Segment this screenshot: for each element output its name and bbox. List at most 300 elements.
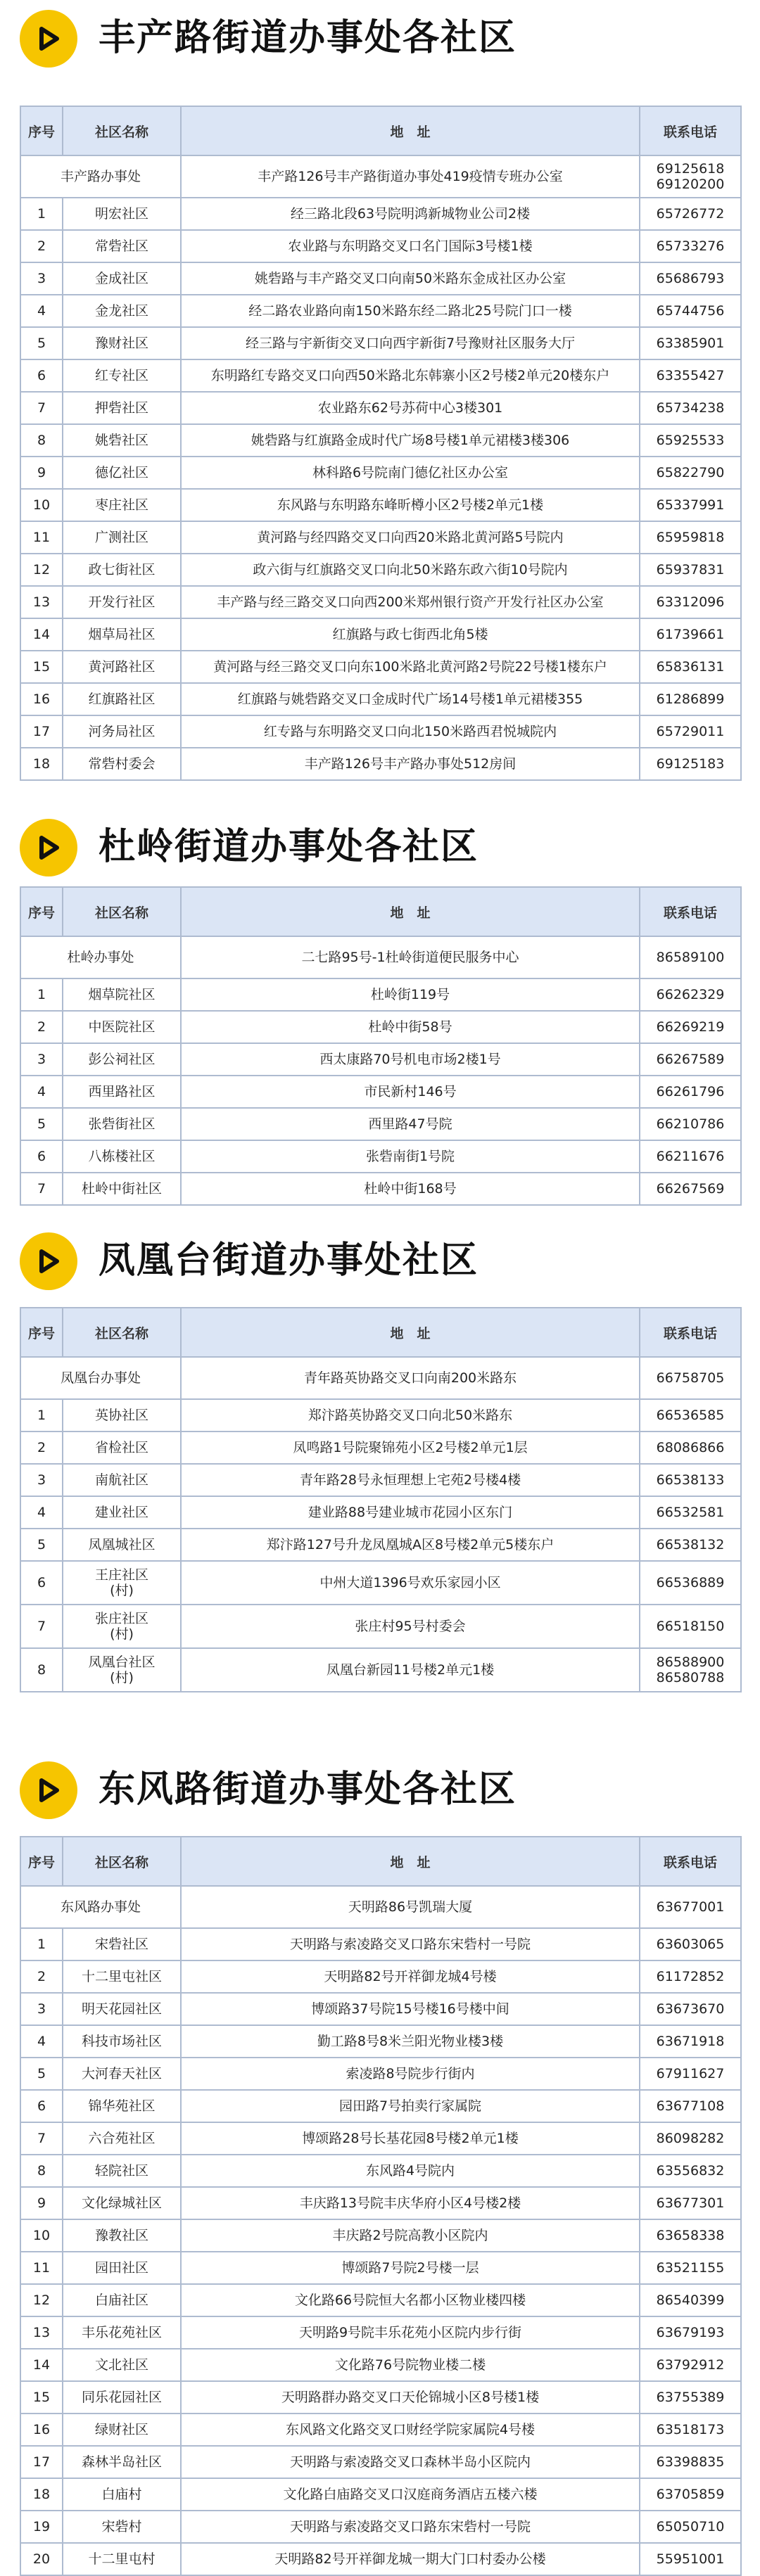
community-phone: 63673670: [640, 1993, 741, 2025]
community-phone: 63603065: [640, 1928, 741, 1960]
table-row: [20, 457, 741, 489]
community-phone: 86098282: [640, 2122, 741, 2155]
play-icon: [20, 1232, 77, 1290]
table-row: [20, 424, 741, 457]
community-phone: 63792912: [640, 2349, 741, 2381]
community-phone: 63521155: [640, 2252, 741, 2284]
community-phone: 66267589: [640, 1043, 741, 1076]
row-number: 18: [20, 2478, 63, 2511]
community-name: 红旗路社区: [63, 683, 181, 715]
table-row: [20, 1561, 741, 1605]
play-icon: [20, 819, 77, 876]
community-name: 中医院社区: [63, 1011, 181, 1043]
row-number: 2: [20, 230, 63, 262]
section-title: 凤凰台街道办事处社区: [99, 1239, 479, 1282]
community-name: 张砦街社区: [63, 1108, 181, 1140]
community-name: 建业社区: [63, 1496, 181, 1529]
table-row: [20, 978, 741, 1011]
community-name: 烟草院社区: [63, 978, 181, 1011]
community-table: [20, 1836, 742, 2576]
col-header-name: 社区名称: [63, 887, 181, 936]
community-address: 农业路与东明路交叉口名门国际3号楼1楼: [181, 230, 640, 262]
community-table: [20, 886, 742, 1206]
row-number: 10: [20, 2219, 63, 2252]
play-icon: [20, 10, 77, 68]
community-address: 凤鸣路1号院聚锦苑小区2号楼2单元1层: [181, 1432, 640, 1464]
community-address: 丰产路126号丰产路办事处512房间: [181, 748, 640, 780]
row-number: 19: [20, 2511, 63, 2543]
community-address: 经三路北段63号院明鸿新城物业公司2楼: [181, 198, 640, 230]
table-row: [20, 1960, 741, 1993]
community-phone: 66269219: [640, 1011, 741, 1043]
row-number: 3: [20, 1464, 63, 1496]
community-name: 豫教社区: [63, 2219, 181, 2252]
table-row: [20, 618, 741, 651]
row-number: 18: [20, 748, 63, 780]
office-name: 东风路办事处: [20, 1886, 181, 1928]
community-name: 姚砦社区: [63, 424, 181, 457]
office-row: [20, 1886, 741, 1928]
community-phone: 66267569: [640, 1173, 741, 1205]
community-name: 英协社区: [63, 1399, 181, 1432]
community-address: 杜岭街119号: [181, 978, 640, 1011]
table-row: [20, 1432, 741, 1464]
community-name: 森林半岛社区: [63, 2446, 181, 2478]
office-row: [20, 155, 741, 198]
community-address: 市民新村146号: [181, 1076, 640, 1108]
community-phone: 63755389: [640, 2381, 741, 2414]
section-title: 东风路街道办事处各社区: [99, 1768, 517, 1811]
row-number: 5: [20, 2058, 63, 2090]
row-number: 8: [20, 1648, 63, 1692]
community-name: 宋砦村: [63, 2511, 181, 2543]
community-name: 十二里屯村: [63, 2543, 181, 2575]
col-header-name: 社区名称: [63, 1308, 181, 1357]
section: [0, 1223, 760, 1685]
table-row: [20, 1076, 741, 1108]
community-name: 明天花园社区: [63, 1993, 181, 2025]
community-address: 政六街与红旗路交叉口向北50米路东政六街10号院内: [181, 554, 640, 586]
community-phone: 66262329: [640, 978, 741, 1011]
table-row: [20, 1399, 741, 1432]
community-phone: 69125183: [640, 748, 741, 780]
community-address: 林科路6号院南门德亿社区办公室: [181, 457, 640, 489]
table-row: [20, 2381, 741, 2414]
section: [0, 0, 760, 772]
community-phone: 63556832: [640, 2155, 741, 2187]
play-icon: [20, 1761, 77, 1819]
row-number: 3: [20, 1993, 63, 2025]
community-address: 经三路与宇新街交叉口向西宇新街7号豫财社区服务大厅: [181, 327, 640, 359]
row-number: 12: [20, 2284, 63, 2316]
col-header-name: 社区名称: [63, 106, 181, 155]
community-name: 烟草局社区: [63, 618, 181, 651]
community-phone: 61286899: [640, 683, 741, 715]
community-name: 凤凰台社区 (村): [63, 1648, 181, 1692]
row-number: 14: [20, 2349, 63, 2381]
office-phone: 66758705: [640, 1357, 741, 1399]
community-address: 文化路66号院恒大名都小区物业楼四楼: [181, 2284, 640, 2316]
col-header-no: 序号: [20, 1308, 63, 1357]
table-row: [20, 2478, 741, 2511]
community-phone: 66532581: [640, 1496, 741, 1529]
community-address: 园田路7号拍卖行家属院: [181, 2090, 640, 2122]
community-phone: 65822790: [640, 457, 741, 489]
table-row: [20, 2543, 741, 2575]
table-row: [20, 1496, 741, 1529]
community-address: 张庄村95号村委会: [181, 1605, 640, 1648]
row-number: 14: [20, 618, 63, 651]
row-number: 4: [20, 295, 63, 327]
table-row: [20, 2252, 741, 2284]
community-name: 常砦村委会: [63, 748, 181, 780]
community-address: 西里路47号院: [181, 1108, 640, 1140]
community-address: 农业路东62号苏荷中心3楼301: [181, 392, 640, 424]
community-address: 张砦南街1号院: [181, 1140, 640, 1173]
community-phone: 63671918: [640, 2025, 741, 2058]
row-number: 17: [20, 715, 63, 748]
table-row: [20, 1648, 741, 1692]
row-number: 16: [20, 683, 63, 715]
community-name: 丰乐花苑社区: [63, 2316, 181, 2349]
community-name: 白庙村: [63, 2478, 181, 2511]
community-name: 开发行社区: [63, 586, 181, 618]
table-row: [20, 2219, 741, 2252]
community-phone: 65050710: [640, 2511, 741, 2543]
row-number: 1: [20, 1399, 63, 1432]
table-row: [20, 2349, 741, 2381]
table-row: [20, 2511, 741, 2543]
community-phone: 63518173: [640, 2414, 741, 2446]
community-address: 中州大道1396号欢乐家园小区: [181, 1561, 640, 1605]
col-header-phone: 联系电话: [640, 106, 741, 155]
community-address: 东风路4号院内: [181, 2155, 640, 2187]
row-number: 15: [20, 2381, 63, 2414]
table-row: [20, 392, 741, 424]
col-header-address: 地 址: [181, 1308, 640, 1357]
community-phone: 65729011: [640, 715, 741, 748]
community-phone: 86588900 86580788: [640, 1648, 741, 1692]
community-phone: 65337991: [640, 489, 741, 521]
office-name: 凤凰台办事处: [20, 1357, 181, 1399]
row-number: 13: [20, 2316, 63, 2349]
table-header-row: [20, 106, 741, 155]
community-phone: 66210786: [640, 1108, 741, 1140]
office-address: 丰产路126号丰产路街道办事处419疫情专班办公室: [181, 155, 640, 198]
community-phone: 63677301: [640, 2187, 741, 2219]
community-address: 勤工路8号8米兰阳光物业楼3楼: [181, 2025, 640, 2058]
col-header-no: 序号: [20, 887, 63, 936]
community-name: 红专社区: [63, 359, 181, 392]
community-name: 锦华苑社区: [63, 2090, 181, 2122]
community-phone: 55951001: [640, 2543, 741, 2575]
row-number: 8: [20, 2155, 63, 2187]
community-name: 政七街社区: [63, 554, 181, 586]
table-row: [20, 1464, 741, 1496]
community-name: 六合苑社区: [63, 2122, 181, 2155]
community-phone: 61739661: [640, 618, 741, 651]
community-phone: 66538132: [640, 1529, 741, 1561]
community-address: 丰产路与经三路交叉口向西200米郑州银行资产开发行社区办公室: [181, 586, 640, 618]
community-name: 豫财社区: [63, 327, 181, 359]
community-address: 天明路与索凌路交叉口森林半岛小区院内: [181, 2446, 640, 2478]
table-row: [20, 2446, 741, 2478]
row-number: 20: [20, 2543, 63, 2575]
community-phone: 63658338: [640, 2219, 741, 2252]
community-name: 文化绿城社区: [63, 2187, 181, 2219]
office-address: 二七路95号-1杜岭街道便民服务中心: [181, 936, 640, 978]
table-row: [20, 1108, 741, 1140]
community-address: 黄河路与经四路交叉口向西20米路北黄河路5号院内: [181, 521, 640, 554]
row-number: 17: [20, 2446, 63, 2478]
table-row: [20, 1011, 741, 1043]
row-number: 7: [20, 1173, 63, 1205]
row-number: 12: [20, 554, 63, 586]
community-name: 明宏社区: [63, 198, 181, 230]
office-address: 青年路英协路交叉口向南200米路东: [181, 1357, 640, 1399]
community-address: 博颂路37号院15号楼16号楼中间: [181, 1993, 640, 2025]
table-header-row: [20, 887, 741, 936]
table-row: [20, 1993, 741, 2025]
table-row: [20, 359, 741, 392]
table-row: [20, 230, 741, 262]
community-name: 河务局社区: [63, 715, 181, 748]
community-address: 天明路与索凌路交叉口路东宋砦村一号院: [181, 1928, 640, 1960]
row-number: 9: [20, 457, 63, 489]
section-header: [0, 1223, 760, 1293]
row-number: 6: [20, 1140, 63, 1173]
section-title: 丰产路街道办事处各社区: [99, 17, 517, 59]
community-name: 八栋楼社区: [63, 1140, 181, 1173]
community-phone: 65744756: [640, 295, 741, 327]
community-table: [20, 106, 742, 781]
table-header-row: [20, 1837, 741, 1886]
row-number: 16: [20, 2414, 63, 2446]
row-number: 7: [20, 2122, 63, 2155]
community-address: 天明路群办路交叉口天伦锦城小区8号楼1楼: [181, 2381, 640, 2414]
community-address: 丰庆路13号院丰庆华府小区4号楼2楼: [181, 2187, 640, 2219]
community-phone: 63705859: [640, 2478, 741, 2511]
row-number: 3: [20, 262, 63, 295]
row-number: 6: [20, 2090, 63, 2122]
table-row: [20, 554, 741, 586]
row-number: 2: [20, 1011, 63, 1043]
community-name: 省检社区: [63, 1432, 181, 1464]
row-number: 5: [20, 327, 63, 359]
table-row: [20, 1173, 741, 1205]
community-phone: 66536585: [640, 1399, 741, 1432]
community-phone: 86540399: [640, 2284, 741, 2316]
community-name: 德亿社区: [63, 457, 181, 489]
table-row: [20, 1140, 741, 1173]
col-header-address: 地 址: [181, 887, 640, 936]
community-address: 青年路28号永恒理想上宅苑2号楼4楼: [181, 1464, 640, 1496]
row-number: 11: [20, 521, 63, 554]
section-header: [0, 0, 760, 70]
community-address: 天明路与索凌路交叉口路东宋砦村一号院: [181, 2511, 640, 2543]
community-name: 常砦社区: [63, 230, 181, 262]
col-header-address: 地 址: [181, 1837, 640, 1886]
office-address: 天明路86号凯瑞大厦: [181, 1886, 640, 1928]
community-name: 十二里屯社区: [63, 1960, 181, 1993]
table-row: [20, 586, 741, 618]
community-name: 大河春天社区: [63, 2058, 181, 2090]
community-name: 枣庄社区: [63, 489, 181, 521]
community-address: 东明路红专路交叉口向西50米路北东韩寨小区2号楼2单元20楼东户: [181, 359, 640, 392]
community-phone: 65734238: [640, 392, 741, 424]
table-row: [20, 1043, 741, 1076]
table-row: [20, 2284, 741, 2316]
col-header-address: 地 址: [181, 106, 640, 155]
community-address: 博颂路7号院2号楼一层: [181, 2252, 640, 2284]
community-address: 杜岭中街58号: [181, 1011, 640, 1043]
community-address: 红旗路与姚砦路交叉口金成时代广场14号楼1单元裙楼355: [181, 683, 640, 715]
office-name: 杜岭办事处: [20, 936, 181, 978]
community-phone: 65733276: [640, 230, 741, 262]
community-phone: 63312096: [640, 586, 741, 618]
office-phone: 69125618 69120200: [640, 155, 741, 198]
community-address: 文化路76号院物业楼二楼: [181, 2349, 640, 2381]
community-phone: 65925533: [640, 424, 741, 457]
table-row: [20, 521, 741, 554]
section-header: [0, 1752, 760, 1822]
row-number: 15: [20, 651, 63, 683]
community-name: 西里路社区: [63, 1076, 181, 1108]
community-phone: 66518150: [640, 1605, 741, 1648]
community-phone: 63677108: [640, 2090, 741, 2122]
row-number: 1: [20, 978, 63, 1011]
table-row: [20, 2155, 741, 2187]
community-name: 文北社区: [63, 2349, 181, 2381]
row-number: 8: [20, 424, 63, 457]
community-name: 南航社区: [63, 1464, 181, 1496]
office-phone: 86589100: [640, 936, 741, 978]
community-address: 郑汴路127号升龙凤凰城A区8号楼2单元5楼东户: [181, 1529, 640, 1561]
community-address: 天明路82号开祥御龙城4号楼: [181, 1960, 640, 1993]
table-row: [20, 1529, 741, 1561]
community-name: 黄河路社区: [63, 651, 181, 683]
section: [0, 809, 760, 1197]
community-name: 白庙社区: [63, 2284, 181, 2316]
row-number: 11: [20, 2252, 63, 2284]
table-row: [20, 295, 741, 327]
row-number: 5: [20, 1529, 63, 1561]
table-row: [20, 1605, 741, 1648]
table-row: [20, 651, 741, 683]
community-address: 文化路白庙路交叉口汉庭商务酒店五楼六楼: [181, 2478, 640, 2511]
col-header-name: 社区名称: [63, 1837, 181, 1886]
row-number: 3: [20, 1043, 63, 1076]
community-phone: 68086866: [640, 1432, 741, 1464]
community-phone: 63385901: [640, 327, 741, 359]
community-name: 金龙社区: [63, 295, 181, 327]
community-address: 郑汴路英协路交叉口向北50米路东: [181, 1399, 640, 1432]
community-address: 黄河路与经三路交叉口向东100米路北黄河路2号院22号楼1楼东户: [181, 651, 640, 683]
community-phone: 66536889: [640, 1561, 741, 1605]
community-name: 张庄社区 (村): [63, 1605, 181, 1648]
community-phone: 66261796: [640, 1076, 741, 1108]
table-row: [20, 2414, 741, 2446]
col-header-phone: 联系电话: [640, 1837, 741, 1886]
row-number: 7: [20, 392, 63, 424]
row-number: 2: [20, 1432, 63, 1464]
community-table: [20, 1307, 742, 1692]
community-address: 丰庆路2号院高教小区院内: [181, 2219, 640, 2252]
community-address: 东风路文化路交叉口财经学院家属院4号楼: [181, 2414, 640, 2446]
row-number: 4: [20, 1496, 63, 1529]
community-address: 凤凰台新园11号楼2单元1楼: [181, 1648, 640, 1692]
community-phone: 65937831: [640, 554, 741, 586]
col-header-phone: 联系电话: [640, 1308, 741, 1357]
table-row: [20, 1928, 741, 1960]
community-phone: 67911627: [640, 2058, 741, 2090]
table-row: [20, 2025, 741, 2058]
community-phone: 61172852: [640, 1960, 741, 1993]
community-address: 博颂路28号长基花园8号楼2单元1楼: [181, 2122, 640, 2155]
community-name: 同乐花园社区: [63, 2381, 181, 2414]
community-name: 金成社区: [63, 262, 181, 295]
community-phone: 63355427: [640, 359, 741, 392]
community-phone: 65959818: [640, 521, 741, 554]
community-address: 经二路农业路向南150米路东经二路北25号院门口一楼: [181, 295, 640, 327]
community-address: 索凌路8号院步行街内: [181, 2058, 640, 2090]
table-row: [20, 2090, 741, 2122]
community-phone: 66538133: [640, 1464, 741, 1496]
section-header: [0, 809, 760, 879]
row-number: 1: [20, 198, 63, 230]
community-address: 姚砦路与红旗路金成时代广场8号楼1单元裙楼3楼306: [181, 424, 640, 457]
table-row: [20, 748, 741, 780]
section: [0, 1752, 760, 2567]
col-header-phone: 联系电话: [640, 887, 741, 936]
community-phone: 65726772: [640, 198, 741, 230]
table-row: [20, 715, 741, 748]
community-phone: 65836131: [640, 651, 741, 683]
row-number: 5: [20, 1108, 63, 1140]
table-row: [20, 2058, 741, 2090]
community-address: 天明路9号院丰乐花苑小区院内步行街: [181, 2316, 640, 2349]
table-row: [20, 198, 741, 230]
col-header-no: 序号: [20, 106, 63, 155]
community-name: 园田社区: [63, 2252, 181, 2284]
row-number: 7: [20, 1605, 63, 1648]
table-row: [20, 489, 741, 521]
community-name: 彭公祠社区: [63, 1043, 181, 1076]
col-header-no: 序号: [20, 1837, 63, 1886]
community-name: 绿财社区: [63, 2414, 181, 2446]
table-row: [20, 2316, 741, 2349]
row-number: 1: [20, 1928, 63, 1960]
table-header-row: [20, 1308, 741, 1357]
office-row: [20, 936, 741, 978]
community-phone: 63398835: [640, 2446, 741, 2478]
row-number: 6: [20, 1561, 63, 1605]
row-number: 4: [20, 1076, 63, 1108]
table-row: [20, 327, 741, 359]
community-name: 押砦社区: [63, 392, 181, 424]
community-address: 天明路82号开祥御龙城一期大门口村委办公楼: [181, 2543, 640, 2575]
table-row: [20, 2187, 741, 2219]
community-address: 姚砦路与丰产路交叉口向南50米路东金成社区办公室: [181, 262, 640, 295]
community-name: 广测社区: [63, 521, 181, 554]
table-row: [20, 262, 741, 295]
community-address: 红旗路与政七街西北角5楼: [181, 618, 640, 651]
community-address: 红专路与东明路交叉口向北150米路西君悦城院内: [181, 715, 640, 748]
community-phone: 65686793: [640, 262, 741, 295]
community-phone: 63679193: [640, 2316, 741, 2349]
table-row: [20, 683, 741, 715]
community-name: 轻院社区: [63, 2155, 181, 2187]
